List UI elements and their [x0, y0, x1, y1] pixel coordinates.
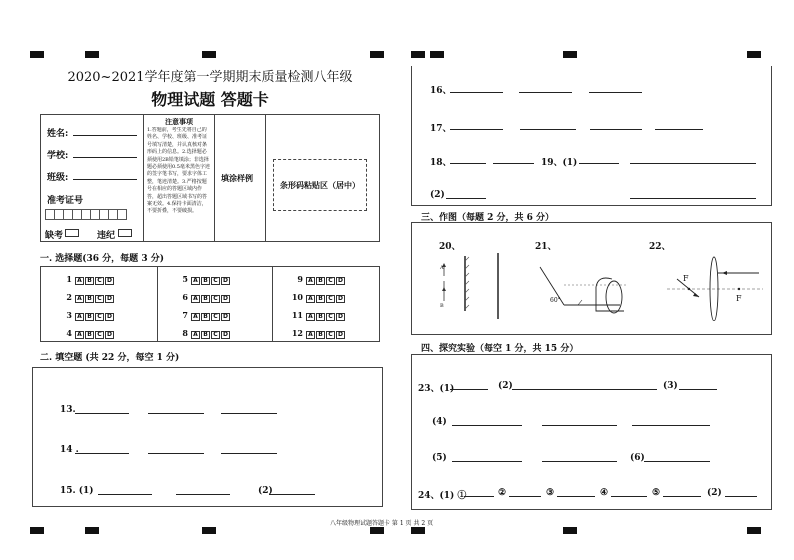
option-bubble[interactable]: B	[201, 295, 210, 303]
page-footer: 八年级物理试题答题卡 第 1 页 共 2 页	[330, 520, 434, 527]
registration-mark	[30, 51, 44, 58]
q19-blank-2[interactable]	[630, 154, 756, 164]
option-bubble[interactable]: C	[326, 277, 335, 285]
option-bubble[interactable]: D	[336, 277, 345, 285]
q15-blank-2[interactable]	[176, 485, 230, 495]
q23-blank-1[interactable]	[450, 380, 488, 390]
option-bubble[interactable]: D	[105, 331, 114, 339]
option-bubble[interactable]: D	[336, 331, 345, 339]
focus-left-label: F	[683, 274, 689, 283]
option-bubble[interactable]: B	[316, 331, 325, 339]
q24-blank-3[interactable]	[557, 487, 595, 497]
q15-blank-3[interactable]	[269, 485, 315, 495]
refraction-diagram	[536, 265, 646, 315]
option-bubble[interactable]: A	[306, 277, 315, 285]
notice-title: 注意事项	[165, 118, 193, 126]
notice-block	[144, 115, 215, 241]
option-bubble[interactable]: C	[95, 313, 104, 321]
q24-2-label: ②	[498, 488, 507, 498]
choice-question	[291, 328, 346, 339]
registration-mark	[202, 527, 216, 534]
option-bubble[interactable]: D	[105, 277, 114, 285]
point-a-label: A	[440, 265, 444, 271]
section-3-title: 三、作图（每题 2 分，共 6 分）	[421, 213, 555, 223]
q14-blank-2[interactable]	[148, 444, 204, 454]
option-bubble[interactable]: C	[95, 277, 104, 285]
q24-blank-6[interactable]	[725, 487, 757, 497]
q13-blank-3[interactable]	[221, 404, 277, 414]
angle-label: 60°	[550, 297, 561, 304]
choice-question	[176, 274, 231, 285]
q18-blank-2[interactable]	[493, 154, 534, 164]
class-label: 班级:	[47, 173, 69, 183]
option-bubble[interactable]: B	[316, 277, 325, 285]
name-label: 姓名:	[47, 129, 69, 139]
option-bubble[interactable]: A	[75, 331, 84, 339]
choice-question	[60, 292, 115, 303]
option-bubble[interactable]: A	[75, 295, 84, 303]
section-2-title: 二. 填空题 (共 22 分，每空 1 分)	[40, 353, 180, 363]
option-bubble[interactable]: D	[221, 313, 230, 321]
info-block	[40, 114, 380, 242]
exam-title: 2020~2021学年度第一学期期末质量检测八年级	[67, 70, 353, 85]
option-bubble[interactable]: A	[75, 277, 84, 285]
q15-label: 15. (1)	[60, 486, 94, 496]
q24-blank-5[interactable]	[663, 487, 701, 497]
q13-blank-1[interactable]	[75, 404, 129, 414]
q19-blank-4[interactable]	[630, 189, 756, 199]
option-bubble[interactable]: D	[221, 277, 230, 285]
q17-label: 17、	[430, 124, 452, 134]
answer-sheet-title: 物理试题 答题卡	[151, 90, 269, 109]
option-bubble[interactable]: B	[316, 313, 325, 321]
q23-blank-4[interactable]	[452, 416, 522, 426]
option-bubble[interactable]: B	[316, 295, 325, 303]
section-1-title: 一. 选择题(36 分，每题 3 分)	[40, 254, 164, 264]
registration-mark	[747, 527, 761, 534]
q16-blank-3[interactable]	[589, 83, 642, 93]
choice-question	[176, 310, 231, 321]
absent-label: 缺考	[45, 231, 64, 241]
question-number: 5	[182, 274, 188, 284]
q23-6-label: (6)	[630, 453, 645, 463]
choice-question	[176, 328, 231, 339]
q19-blank-3[interactable]	[446, 189, 486, 199]
option-bubble[interactable]: B	[85, 295, 94, 303]
question-number: 2	[66, 292, 72, 302]
q19-2-label: (2)	[430, 190, 445, 200]
option-bubble[interactable]: A	[191, 331, 200, 339]
q16-blank-1[interactable]	[450, 83, 503, 93]
option-bubble[interactable]: C	[95, 331, 104, 339]
q23-2-label: (2)	[498, 381, 513, 391]
q23-blank-5[interactable]	[542, 416, 617, 426]
school-label: 学校:	[47, 151, 69, 161]
registration-mark	[563, 51, 577, 58]
violation-checkbox[interactable]	[118, 229, 132, 237]
q24-blank-1[interactable]	[464, 487, 494, 497]
option-bubble[interactable]: A	[191, 295, 200, 303]
option-bubble[interactable]: D	[105, 295, 114, 303]
q23-blank-3[interactable]	[679, 380, 717, 390]
mirror-diagram	[432, 251, 512, 321]
q24-6-label: (2)	[707, 488, 722, 498]
q16-label: 16、	[430, 86, 452, 96]
registration-mark	[747, 51, 761, 58]
q24-label: 24、(1) ①	[418, 491, 467, 501]
option-bubble[interactable]: A	[191, 277, 200, 285]
option-bubble[interactable]: B	[201, 331, 210, 339]
q23-4-label: (4)	[432, 417, 447, 427]
registration-mark	[411, 51, 425, 58]
option-bubble[interactable]: C	[211, 313, 220, 321]
barcode-area	[273, 159, 367, 211]
fill-block	[32, 367, 383, 507]
q17-blank-4[interactable]	[655, 120, 703, 130]
q24-5-label: ⑤	[652, 488, 661, 498]
registration-mark	[85, 527, 99, 534]
option-bubble[interactable]: D	[221, 331, 230, 339]
option-bubble[interactable]: B	[201, 313, 210, 321]
option-bubble[interactable]: A	[306, 331, 315, 339]
ticket-number-grid[interactable]	[45, 205, 126, 224]
absent-checkbox[interactable]	[65, 229, 79, 237]
registration-mark	[563, 527, 577, 534]
q16-blank-2[interactable]	[519, 83, 572, 93]
q14-blank-3[interactable]	[221, 444, 277, 454]
q23-blank-2[interactable]	[512, 380, 657, 390]
fill-sample-block	[215, 115, 266, 241]
registration-mark	[202, 51, 216, 58]
barcode-label: 条形码粘贴区（居中）	[280, 180, 360, 190]
q17-blank-3[interactable]	[590, 120, 642, 130]
name-field[interactable]	[73, 126, 137, 136]
q22-label: 22、	[649, 242, 671, 252]
registration-mark	[370, 527, 384, 534]
question-number: 3	[66, 310, 72, 320]
option-bubble[interactable]: B	[201, 277, 210, 285]
registration-mark	[30, 527, 44, 534]
q23-blank-9[interactable]	[644, 452, 710, 462]
q15-2-label: (2)	[258, 486, 273, 496]
option-bubble[interactable]: C	[326, 313, 335, 321]
choice-question	[291, 310, 346, 321]
option-bubble[interactable]: A	[306, 313, 315, 321]
right-top-block	[411, 66, 772, 206]
question-number: 8	[182, 328, 188, 338]
q17-blank-1[interactable]	[450, 120, 503, 130]
choice-question	[291, 274, 346, 285]
q18-blank-1[interactable]	[450, 154, 486, 164]
q15-blank-1[interactable]	[98, 485, 152, 495]
q20-label: 20、	[439, 242, 461, 252]
q14-label: 14 .	[60, 445, 79, 455]
question-number: 4	[66, 328, 72, 338]
option-bubble[interactable]: D	[105, 313, 114, 321]
point-b-label: B	[440, 303, 444, 309]
class-field[interactable]	[73, 170, 137, 180]
focus-right-label: F	[736, 294, 742, 303]
registration-mark	[430, 51, 444, 58]
question-number: 12	[291, 328, 303, 338]
option-bubble[interactable]: B	[85, 277, 94, 285]
option-bubble[interactable]: D	[336, 295, 345, 303]
q23-3-label: (3)	[663, 381, 678, 391]
choice-question	[60, 274, 115, 285]
student-info	[41, 115, 144, 241]
question-number: 10	[291, 292, 303, 302]
choice-question	[60, 328, 115, 339]
registration-mark	[85, 51, 99, 58]
option-bubble[interactable]: C	[326, 331, 335, 339]
question-number: 7	[182, 310, 188, 320]
q14-blank-1[interactable]	[75, 444, 129, 454]
choice-question	[291, 292, 346, 303]
q13-blank-2[interactable]	[148, 404, 204, 414]
q17-blank-2[interactable]	[520, 120, 576, 130]
option-bubble[interactable]: C	[211, 295, 220, 303]
fill-sample-label: 填涂样例	[221, 173, 253, 183]
q23-5-label: (5)	[432, 453, 447, 463]
option-bubble[interactable]: D	[221, 295, 230, 303]
option-bubble[interactable]: C	[211, 277, 220, 285]
q23-blank-7[interactable]	[452, 452, 522, 462]
registration-mark	[370, 51, 384, 58]
school-field[interactable]	[73, 148, 137, 158]
choice-question	[176, 292, 231, 303]
option-bubble[interactable]: C	[95, 295, 104, 303]
q24-4-label: ④	[600, 488, 609, 498]
question-number: 6	[182, 292, 188, 302]
option-bubble[interactable]: B	[85, 313, 94, 321]
option-bubble[interactable]: C	[211, 331, 220, 339]
registration-mark	[411, 527, 425, 534]
experiment-block	[411, 354, 772, 510]
notice-body: 1.答题前，考生先将自己的姓名、学校、班级、准考证号填写清楚，并认真核对条形码上的信息。2.选择题必须使用2B铅笔填涂；非选择题必须使用0.5毫米黑色字迹的签字笔书写，要求字体工整，笔迹清楚。3.严格按题号在相应的答题区域内作答，超出答题区域书写的答案无效。4.保持卡面清洁，不要折叠，不要破损。	[147, 127, 210, 215]
violation-label: 违纪	[97, 231, 116, 241]
ticket-label: 准考证号	[47, 196, 84, 206]
q23-blank-8[interactable]	[542, 452, 617, 462]
q18-label: 18、	[430, 158, 452, 168]
q23-blank-6[interactable]	[632, 416, 710, 426]
choice-question	[60, 310, 115, 321]
q19-blank-1[interactable]	[579, 154, 619, 164]
option-bubble[interactable]: B	[85, 331, 94, 339]
drawing-block	[411, 222, 772, 335]
question-number: 9	[297, 274, 303, 284]
option-bubble[interactable]: C	[326, 295, 335, 303]
q21-label: 21、	[535, 242, 557, 252]
q23-label: 23、(1)	[418, 384, 455, 394]
option-bubble[interactable]: D	[336, 313, 345, 321]
option-bubble[interactable]: A	[75, 313, 84, 321]
option-bubble[interactable]: A	[191, 313, 200, 321]
section-4-title: 四、探究实验（每空 1 分，共 15 分）	[421, 344, 579, 354]
q24-blank-2[interactable]	[509, 487, 541, 497]
option-bubble[interactable]: A	[306, 295, 315, 303]
q24-blank-4[interactable]	[611, 487, 647, 497]
q13-label: 13.	[60, 405, 76, 415]
q19-label: 19、(1)	[541, 158, 578, 168]
question-number: 11	[291, 310, 303, 320]
q24-3-label: ③	[546, 488, 555, 498]
question-number: 1	[66, 274, 72, 284]
lens-diagram	[665, 251, 765, 321]
